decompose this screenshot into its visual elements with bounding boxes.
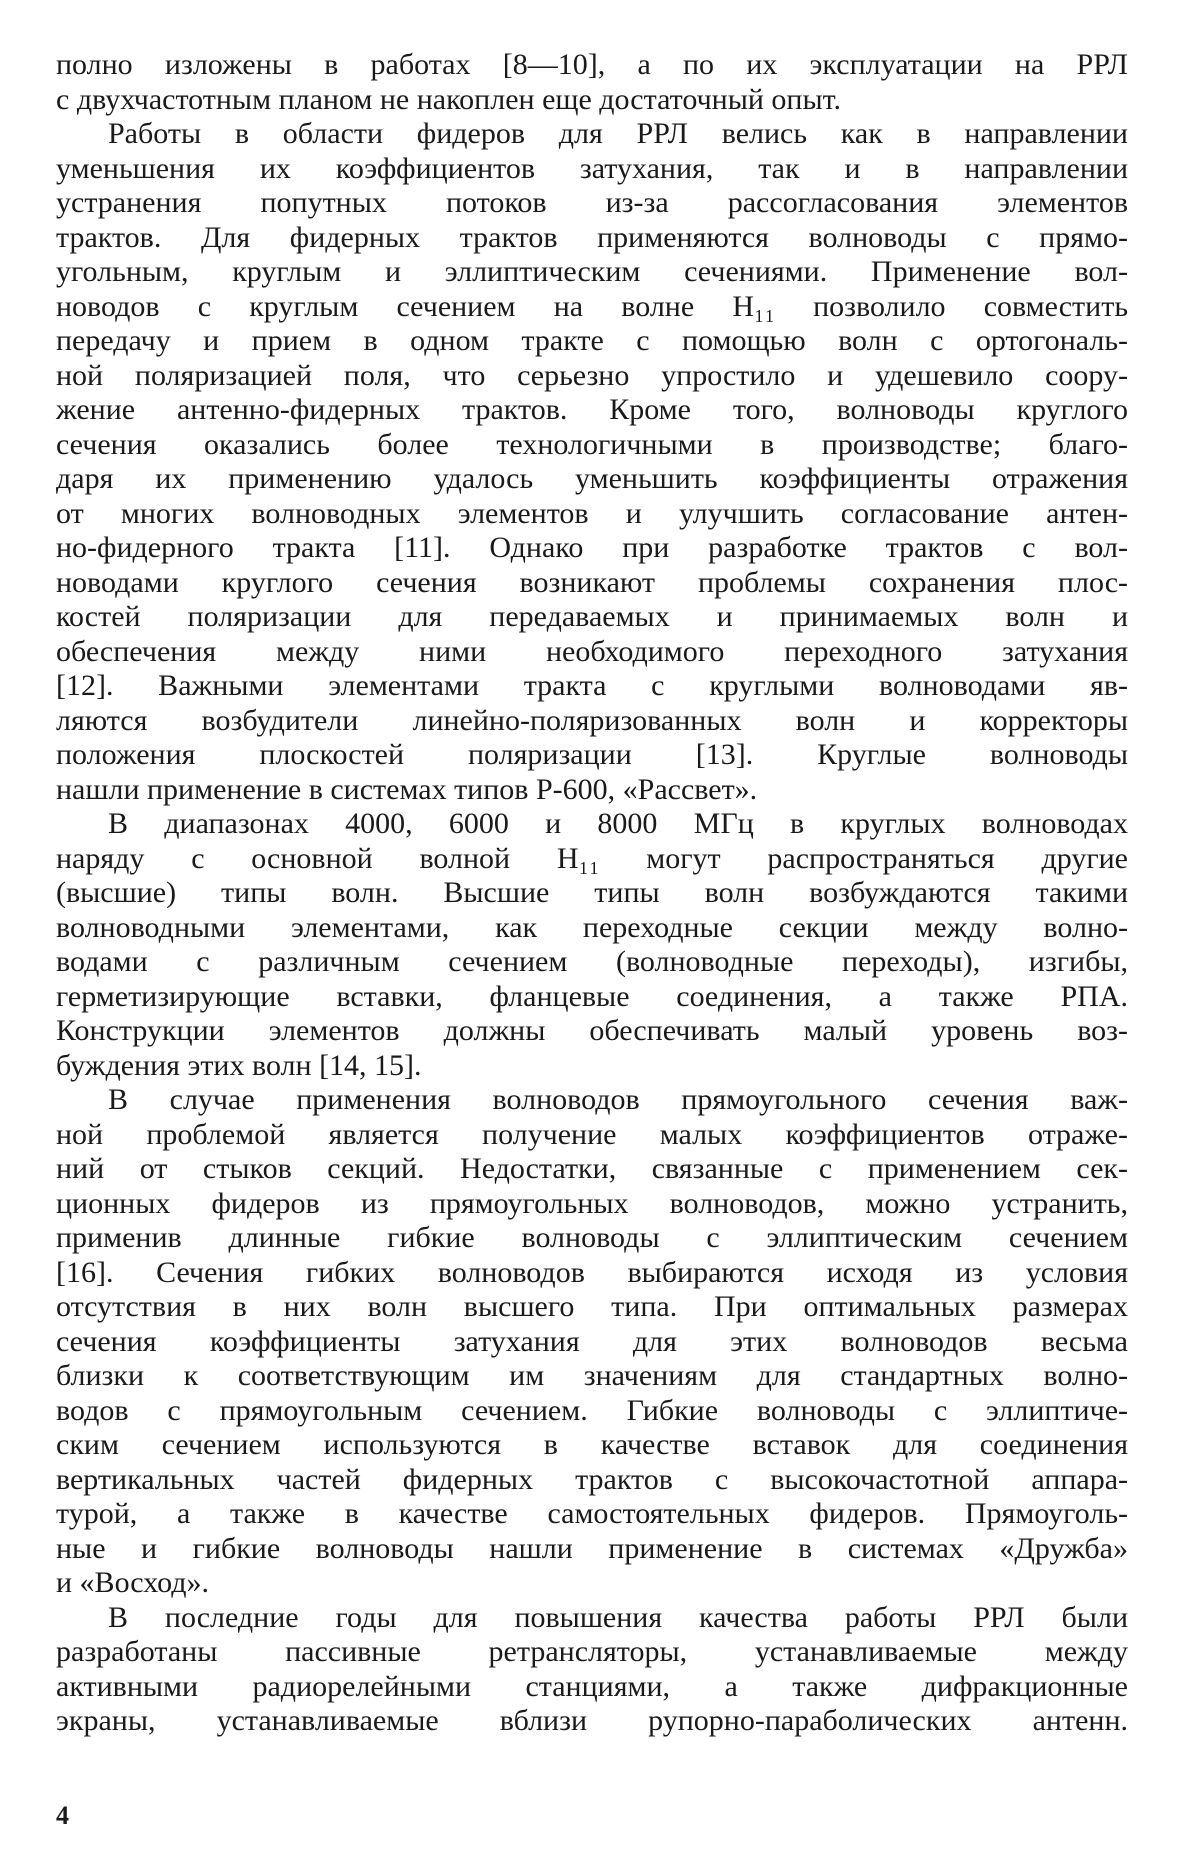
text-line: водами с различным сечением (волноводные переходы), изгибы, [56, 945, 1128, 980]
text-line: сечения коэффициенты затухания для этих волноводов весьма [56, 1325, 1128, 1360]
text-line: отсутствия в них волн высшего типа. При оптимальных размерах [56, 1290, 1128, 1325]
text-line: костей поляризации для передаваемых и принимаемых волн и [56, 600, 1128, 635]
text-line: с двухчастотным планом не накоплен еще достаточный опыт. [56, 83, 1128, 118]
text-line: [12]. Важными элементами тракта с круглыми волноводами яв- [56, 669, 1128, 704]
paragraph-1 [56, 48, 1128, 117]
text-line: герметизирующие вставки, фланцевые соединения, а также РПА. [56, 980, 1128, 1015]
text-line: экраны, устанавливаемые вблизи рупорно-параболических антенн. [56, 1704, 1128, 1739]
text-line: (высшие) типы волн. Высшие типы волн возбуждаются такими [56, 876, 1128, 911]
text-line: разработаны пассивные ретрансляторы, устанавливаемые между [56, 1635, 1128, 1670]
text-line: буждения этих волн [14, 15]. [56, 1049, 1128, 1084]
text-line: турой, а также в качестве самостоятельных фидеров. Прямоуголь- [56, 1497, 1128, 1532]
text-line: наряду с основной волной H₁₁ могут распространяться другие [56, 842, 1128, 877]
text-line: ные и гибкие волноводы нашли применение в системах «Дружба» [56, 1532, 1128, 1567]
text-line: Работы в области фидеров для РРЛ велись как в направлении [56, 117, 1128, 152]
text-line: В последние годы для повышения качества работы РРЛ были [56, 1601, 1128, 1636]
text-line: Конструкции элементов должны обеспечивать малый уровень воз- [56, 1014, 1128, 1049]
text-line: активными радиорелейными станциями, а также дифракционные [56, 1670, 1128, 1705]
text-line: но-фидерного тракта [11]. Однако при разработке трактов с вол- [56, 531, 1128, 566]
text-line: уменьшения их коэффициентов затухания, так и в направлении [56, 152, 1128, 187]
text-line: новодами круглого сечения возникают проблемы сохранения плос- [56, 566, 1128, 601]
text-line: ной поляризацией поля, что серьезно упростило и удешевило соору- [56, 359, 1128, 394]
page-body [56, 48, 1128, 1739]
text-line: сечения оказались более технологичными в производстве; благо- [56, 428, 1128, 463]
paragraph-2 [56, 117, 1128, 807]
text-line: близки к соответствующим им значениям для стандартных волно- [56, 1359, 1128, 1394]
text-line: ний от стыков секций. Недостатки, связанные с применением сек- [56, 1152, 1128, 1187]
text-line: ционных фидеров из прямоугольных волноводов, можно устранить, [56, 1187, 1128, 1222]
text-line: ляются возбудители линейно-поляризованных волн и корректоры [56, 704, 1128, 739]
text-line: даря их применению удалось уменьшить коэффициенты отражения [56, 462, 1128, 497]
text-line: от многих волноводных элементов и улучшить согласование антен- [56, 497, 1128, 532]
paragraph-5 [56, 1601, 1128, 1739]
text-line: новодов с круглым сечением на волне H₁₁ позволило совместить [56, 290, 1128, 325]
text-line: угольным, круглым и эллиптическим сечениями. Применение вол- [56, 255, 1128, 290]
text-line: обеспечения между ними необходимого переходного затухания [56, 635, 1128, 670]
paragraph-3 [56, 807, 1128, 1083]
text-line: волноводными элементами, как переходные секции между волно- [56, 911, 1128, 946]
text-line: и «Восход». [56, 1566, 1128, 1601]
text-line: применив длинные гибкие волноводы с эллиптическим сечением [56, 1221, 1128, 1256]
page-number: 4 [56, 1801, 69, 1831]
text-line: ским сечением используются в качестве вставок для соединения [56, 1428, 1128, 1463]
text-line: водов с прямоугольным сечением. Гибкие волноводы с эллиптиче- [56, 1394, 1128, 1429]
text-line: полно изложены в работах [8—10], а по их эксплуатации на РРЛ [56, 48, 1128, 83]
text-line: вертикальных частей фидерных трактов с высокочастотной аппара- [56, 1463, 1128, 1498]
text-line: В случае применения волноводов прямоугольного сечения важ- [56, 1083, 1128, 1118]
text-line: ной проблемой является получение малых коэффициентов отраже- [56, 1118, 1128, 1153]
text-line: [16]. Сечения гибких волноводов выбираются исходя из условия [56, 1256, 1128, 1291]
paragraph-4 [56, 1083, 1128, 1601]
text-line: устранения попутных потоков из-за рассогласования элементов [56, 186, 1128, 221]
text-line: жение антенно-фидерных трактов. Кроме того, волноводы круглого [56, 393, 1128, 428]
text-line: трактов. Для фидерных трактов применяются волноводы с прямо- [56, 221, 1128, 256]
text-line: передачу и прием в одном тракте с помощью волн с ортогональ- [56, 324, 1128, 359]
text-line: нашли применение в системах типов Р-600, «Рассвет». [56, 773, 1128, 808]
text-line: положения плоскостей поляризации [13]. Круглые волноводы [56, 738, 1128, 773]
text-line: В диапазонах 4000, 6000 и 8000 МГц в круглых волноводах [56, 807, 1128, 842]
